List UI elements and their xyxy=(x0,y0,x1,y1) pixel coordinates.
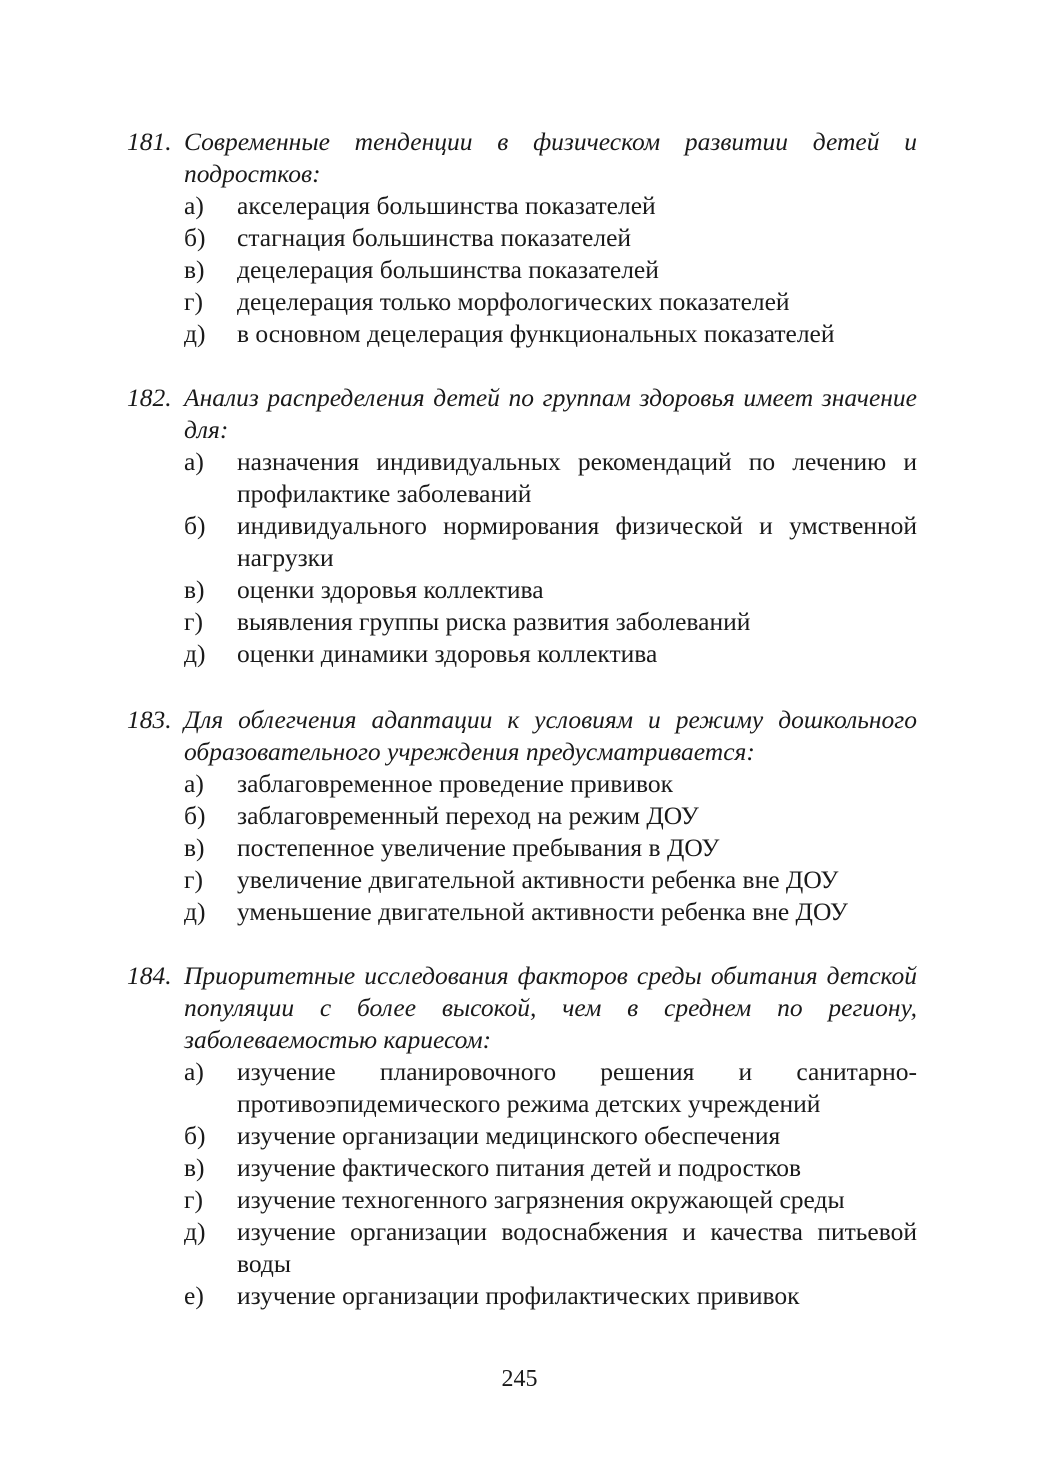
question-number: 184. xyxy=(127,961,172,990)
question-stem xyxy=(127,960,917,1056)
question-181 xyxy=(127,126,917,350)
option-letter: б) xyxy=(184,511,206,540)
option-letter: в) xyxy=(184,833,205,862)
option-text: изучение планировочного решения и санитарно-противоэпидемического режима детских учреждений xyxy=(237,1057,917,1118)
option-text: оценки здоровья коллектива xyxy=(237,575,544,604)
option-letter: д) xyxy=(184,1217,206,1246)
answer-option xyxy=(127,318,917,350)
answer-option xyxy=(127,1152,917,1184)
answer-option xyxy=(127,1120,917,1152)
option-text: заблаговременное проведение прививок xyxy=(237,769,673,798)
option-text: децелерация только морфологических показателей xyxy=(237,287,790,316)
answer-option xyxy=(127,574,917,606)
question-183 xyxy=(127,704,917,928)
option-letter: в) xyxy=(184,255,205,284)
answer-option xyxy=(127,864,917,896)
answer-option xyxy=(127,190,917,222)
option-letter: г) xyxy=(184,865,203,894)
question-number: 181. xyxy=(127,127,172,156)
question-number: 183. xyxy=(127,705,172,734)
option-letter: б) xyxy=(184,1121,206,1150)
option-letter: в) xyxy=(184,575,205,604)
answer-option xyxy=(127,606,917,638)
option-text: уменьшение двигательной активности ребенка вне ДОУ xyxy=(237,897,848,926)
answer-option xyxy=(127,510,917,574)
answer-option xyxy=(127,1184,917,1216)
question-text: Современные тенденции в физическом развитии детей и подростков: xyxy=(184,127,917,188)
option-text: изучение фактического питания детей и подростков xyxy=(237,1153,802,1182)
answer-option xyxy=(127,638,917,670)
option-text: децелерация большинства показателей xyxy=(237,255,659,284)
question-182 xyxy=(127,382,917,670)
option-letter: д) xyxy=(184,319,206,348)
answer-option xyxy=(127,254,917,286)
option-text: изучение организации медицинского обеспечения xyxy=(237,1121,781,1150)
answer-option xyxy=(127,800,917,832)
option-text: постепенное увеличение пребывания в ДОУ xyxy=(237,833,720,862)
answer-option xyxy=(127,222,917,254)
option-text: акселерация большинства показателей xyxy=(237,191,656,220)
answer-option xyxy=(127,286,917,318)
option-text: изучение организации профилактических прививок xyxy=(237,1281,800,1310)
option-text: заблаговременный переход на режим ДОУ xyxy=(237,801,699,830)
question-stem xyxy=(127,382,917,446)
answer-option xyxy=(127,1216,917,1280)
option-letter: д) xyxy=(184,639,206,668)
option-letter: г) xyxy=(184,607,203,636)
option-letter: в) xyxy=(184,1153,205,1182)
option-letter: г) xyxy=(184,287,203,316)
answer-option xyxy=(127,832,917,864)
option-text: стагнация большинства показателей xyxy=(237,223,632,252)
answer-option xyxy=(127,768,917,800)
question-text: Анализ распределения детей по группам здоровья имеет значение для: xyxy=(184,383,917,444)
option-letter: а) xyxy=(184,447,204,476)
option-text: в основном децелерация функциональных показателей xyxy=(237,319,835,348)
option-text: оценки динамики здоровья коллектива xyxy=(237,639,658,668)
option-letter: б) xyxy=(184,223,206,252)
option-text: выявления группы риска развития заболеваний xyxy=(237,607,751,636)
page-number: 245 xyxy=(501,1366,538,1392)
option-letter: д) xyxy=(184,897,206,926)
option-text: индивидуального нормирования физической и умственной нагрузки xyxy=(237,511,917,572)
option-letter: г) xyxy=(184,1185,203,1214)
question-stem xyxy=(127,126,917,190)
question-184 xyxy=(127,960,917,1312)
question-text: Для облегчения адаптации к условиям и режиму дошкольного образовательного учреждения предусматривается: xyxy=(184,705,917,766)
answer-option xyxy=(127,1280,917,1312)
option-letter: а) xyxy=(184,769,204,798)
option-text: назначения индивидуальных рекомендаций по лечению и профилактике заболеваний xyxy=(237,447,917,508)
option-text: изучение техногенного загрязнения окружающей среды xyxy=(237,1185,845,1214)
option-text: увеличение двигательной активности ребенка вне ДОУ xyxy=(237,865,839,894)
question-stem xyxy=(127,704,917,768)
option-letter: е) xyxy=(184,1281,204,1310)
answer-options xyxy=(127,768,917,928)
answer-option xyxy=(127,446,917,510)
option-letter: а) xyxy=(184,1057,204,1086)
option-letter: а) xyxy=(184,191,204,220)
answer-option xyxy=(127,896,917,928)
question-text: Приоритетные исследования факторов среды обитания детской популяции с более высокой, чем в среднем по региону, заболеваемостью кариесом: xyxy=(184,961,917,1054)
answer-options xyxy=(127,1056,917,1312)
question-number: 182. xyxy=(127,383,172,412)
answer-options xyxy=(127,446,917,670)
option-letter: б) xyxy=(184,801,206,830)
option-text: изучение организации водоснабжения и качества питьевой воды xyxy=(237,1217,917,1278)
answer-options xyxy=(127,190,917,350)
answer-option xyxy=(127,1056,917,1120)
